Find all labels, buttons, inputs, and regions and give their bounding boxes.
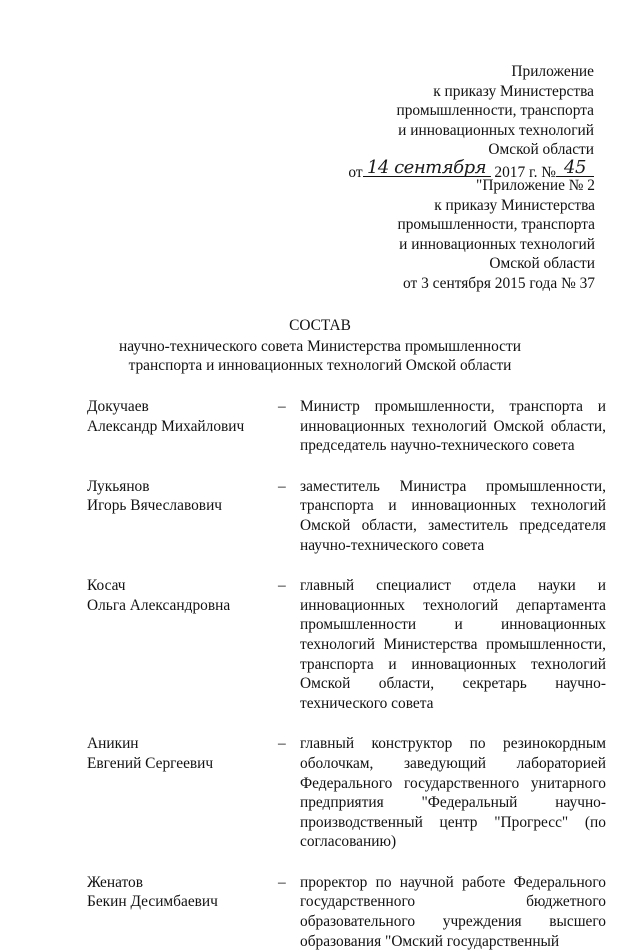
order-date-blank <box>363 157 491 178</box>
appendix-previous-order <box>398 176 596 293</box>
document-title: СОСТАВ <box>289 317 351 334</box>
appendix-line: промышленности, транспорта <box>396 102 594 119</box>
member-dash: – <box>278 398 286 415</box>
appendix-line: к приказу Министерства <box>433 82 594 100</box>
member-entry <box>87 477 606 555</box>
appendix-line: и инновационных технологий <box>398 121 594 139</box>
member-role: Министр промышленности, транспорта и инновационных технологий Омской области, председатель научно-технического совета <box>300 398 606 455</box>
member-name <box>87 397 278 456</box>
appendix-line: Омской области <box>488 141 594 158</box>
order-number-blank <box>556 157 594 178</box>
appendix-line: Омской области <box>489 255 595 272</box>
member-dash: – <box>278 577 286 595</box>
document-heading <box>60 316 580 375</box>
member-surname: Женатов <box>87 873 143 891</box>
member-surname: Косач <box>87 577 126 595</box>
appendix-line: к приказу Министерства <box>434 196 595 214</box>
appendix-line: промышленности, транспорта <box>397 216 595 233</box>
handwritten-date: 14 сентября <box>366 157 487 178</box>
member-dash: – <box>278 477 286 495</box>
appendix-line: и инновационных технологий <box>399 235 595 253</box>
order-year: 2017 г. № <box>494 163 556 181</box>
member-given-names: Игорь Вячеславович <box>87 497 223 515</box>
member-surname: Докучаев <box>87 398 149 415</box>
member-role: заместитель Министра промышленности, транспорта и инновационных технологий Омской области, заместитель председателя научно-технического совета <box>300 477 606 554</box>
member-dash: – <box>278 873 286 891</box>
member-entry <box>87 576 606 713</box>
member-given-names: Бекин Десимбаевич <box>87 893 218 911</box>
member-role: главный специалист отдела науки и инновационных технологий департамента промышленности и инновационных технологий Министерства промышленности, транспорта и инновационных технологий Омской области, секретарь научно-технического совета <box>300 577 606 712</box>
member-entry <box>87 873 606 951</box>
member-entry <box>87 397 606 456</box>
member-surname: Лукьянов <box>87 477 150 495</box>
council-members-list <box>87 397 606 951</box>
member-dash: – <box>278 735 286 753</box>
member-given-names: Александр Михайлович <box>87 417 245 435</box>
document-subtitle-line: транспорта и инновационных технологий Омской области <box>128 357 512 374</box>
member-role: проректор по научной работе Федерального государственного бюджетного образовательного учреждения высшего образования "Омский государственный <box>300 873 606 950</box>
member-entry <box>87 734 606 852</box>
member-given-names: Евгений Сергеевич <box>87 754 214 772</box>
appendix-line: "Приложение № 2 <box>476 177 595 194</box>
appendix-line: от 3 сентября 2015 года № 37 <box>403 274 595 292</box>
member-name <box>87 873 278 951</box>
document-subtitle-line: научно-технического совета Министерства промышленности <box>119 338 521 355</box>
member-given-names: Ольга Александровна <box>87 596 231 614</box>
member-role: главный конструктор по резинокордным оболочкам, заведующий лабораторией Федерального государственного унитарного предприятия "Федеральный научно-производственный центр "Прогресс" (по согласованию) <box>300 735 606 851</box>
handwritten-number: 45 <box>564 157 586 178</box>
member-name <box>87 734 278 852</box>
member-name <box>87 477 278 555</box>
order-prefix: от <box>348 163 363 181</box>
appendix-line: Приложение <box>511 63 594 80</box>
appendix-current-order <box>348 62 594 182</box>
member-name <box>87 576 278 713</box>
member-surname: Аникин <box>87 735 139 753</box>
